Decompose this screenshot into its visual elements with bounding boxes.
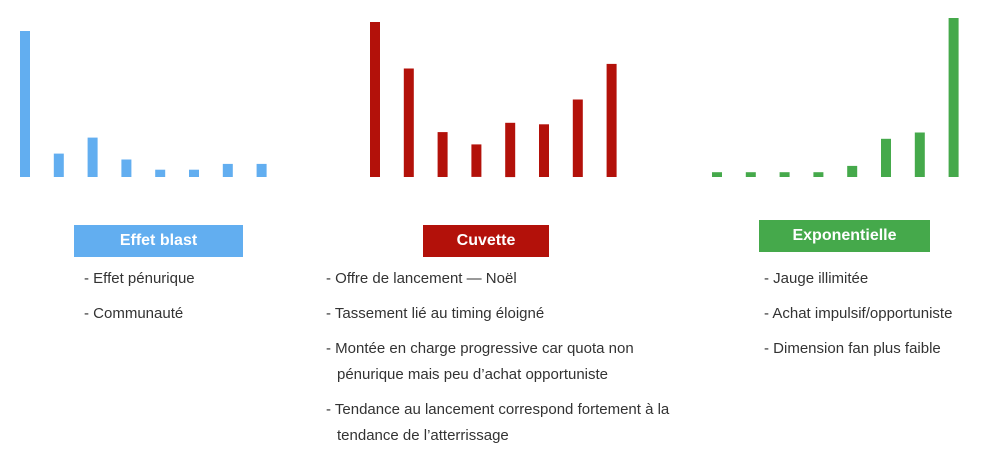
bullet-list-effet-blast xyxy=(84,266,294,336)
bar-4 xyxy=(121,160,131,178)
panel-exponentielle xyxy=(700,0,1000,467)
bar-6 xyxy=(189,170,199,177)
bullet-item: - Tassement lié au timing éloigné xyxy=(326,301,686,327)
bar-7 xyxy=(223,164,233,177)
panel-effet-blast xyxy=(0,0,300,467)
bar-8 xyxy=(607,64,617,177)
bullet-item: - Dimension fan plus faible xyxy=(764,336,1000,362)
bullet-item: - Offre de lancement — Noël xyxy=(326,266,686,292)
bar-5 xyxy=(155,170,165,177)
bar-1 xyxy=(20,31,30,177)
bar-2 xyxy=(404,69,414,178)
bar-2 xyxy=(54,154,64,177)
bar-7 xyxy=(915,133,925,178)
badge-exponentielle: Exponentielle xyxy=(759,220,930,252)
bar-1 xyxy=(712,172,722,177)
bar-1 xyxy=(370,22,380,177)
bar-5 xyxy=(505,123,515,177)
bar-6 xyxy=(539,124,549,177)
bullet-item: - Montée en charge progressive car quota non pénurique mais peu d’achat opportuniste xyxy=(326,336,686,388)
bullet-item: - Communauté xyxy=(84,301,294,327)
bar-3 xyxy=(780,172,790,177)
badge-effet-blast: Effet blast xyxy=(74,225,243,257)
chart-cuvette xyxy=(320,0,700,190)
bar-8 xyxy=(949,18,959,177)
badge-cuvette: Cuvette xyxy=(423,225,549,257)
bar-6 xyxy=(881,139,891,177)
bullet-item: - Jauge illimitée xyxy=(764,266,1000,292)
bullet-item: - Effet pénurique xyxy=(84,266,294,292)
bar-2 xyxy=(746,172,756,177)
bullet-item: - Tendance au lancement correspond fortement à la tendance de l’atterrissage xyxy=(326,397,686,449)
bar-4 xyxy=(471,144,481,177)
bar-3 xyxy=(438,132,448,177)
bar-7 xyxy=(573,100,583,178)
bullet-list-exponentielle xyxy=(764,266,1000,371)
bar-3 xyxy=(88,138,98,177)
chart-effet-blast xyxy=(0,0,300,190)
panel-cuvette xyxy=(320,0,700,467)
chart-exponentielle xyxy=(700,0,1000,190)
bullet-list-cuvette xyxy=(326,266,686,458)
bar-8 xyxy=(257,164,267,177)
bar-5 xyxy=(847,166,857,177)
bullet-item: - Achat impulsif/opportuniste xyxy=(764,301,1000,327)
bar-4 xyxy=(813,172,823,177)
